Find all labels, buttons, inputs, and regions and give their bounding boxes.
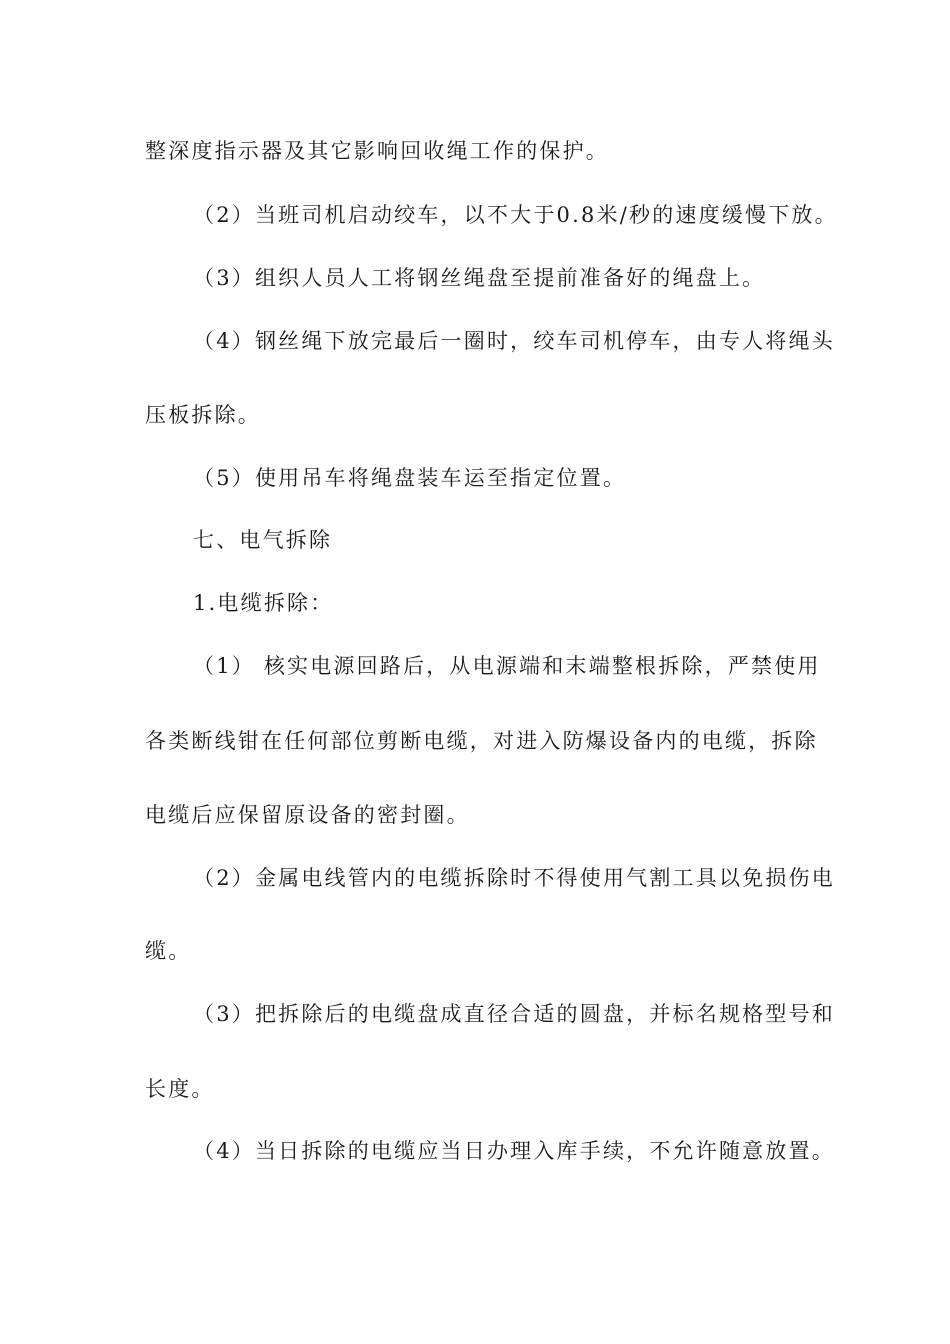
- section-heading: 七、电气拆除: [193, 528, 333, 552]
- cable-step-3-line: （3）把拆除后的电缆盘成直径合适的圆盘，并标名规格型号和: [193, 1002, 835, 1026]
- cable-step-1-line: （1） 核实电源回路后，从电源端和末端整根拆除，严禁使用: [193, 654, 821, 678]
- step-3-line: （3）组织人员人工将钢丝绳盘至提前准备好的绳盘上。: [193, 266, 766, 290]
- cable-step-3-continuation-line: 长度。: [145, 1077, 215, 1101]
- cable-step-2-continuation-line: 缆。: [145, 939, 192, 963]
- step-4-line: （4）钢丝绳下放完最后一圈时，绞车司机停车，由专人将绳头: [193, 329, 835, 353]
- step-2-line: （2）当班司机启动绞车，以不大于0.8米/秒的速度缓慢下放。: [193, 203, 838, 227]
- cable-step-1-continuation-line: 各类断线钳在任何部位剪断电缆，对进入防爆设备内的电缆，拆除: [145, 729, 818, 753]
- step-4-continuation-line: 压板拆除。: [145, 403, 261, 427]
- step-5-line: （5）使用吊车将绳盘装车运至指定位置。: [193, 466, 627, 490]
- subsection-heading: 1.电缆拆除：: [193, 591, 334, 615]
- paragraph-continuation-line: 整深度指示器及其它影响回收绳工作的保护。: [145, 139, 609, 163]
- cable-step-2-line: （2）金属电线管内的电缆拆除时不得使用气割工具以免损伤电: [193, 866, 835, 890]
- cable-step-4-line: （4）当日拆除的电缆应当日办理入库手续，不允许随意放置。: [193, 1139, 835, 1163]
- cable-step-1-continuation-line: 电缆后应保留原设备的密封圈。: [145, 803, 470, 827]
